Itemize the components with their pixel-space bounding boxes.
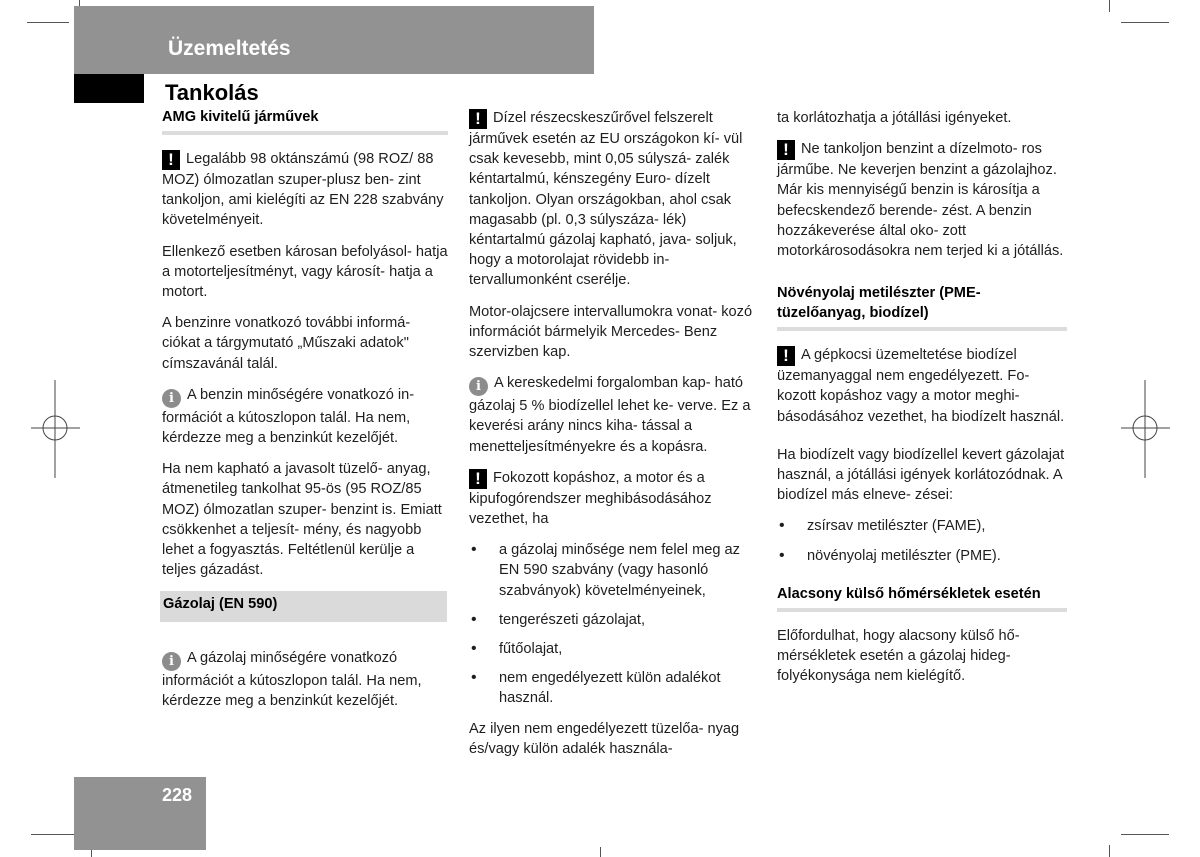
section-title: Üzemeltetés	[168, 37, 291, 60]
list-item: • zsírsav metilészter (FAME),	[777, 516, 1067, 536]
crop-mark	[27, 22, 69, 23]
section-header-bar	[74, 6, 594, 74]
warning-text: A gépkocsi üzemeltetése biodízel üzemanyaggal nem engedélyezett. Fo- kozott kopáshoz vagy a motor meghi- básodásához vezethet, ha biodízelt használ.	[777, 347, 1065, 425]
page-title: Tankolás	[165, 80, 259, 105]
bullet-list	[777, 516, 1067, 565]
page-number-box	[74, 777, 206, 850]
crop-mark	[1121, 834, 1169, 835]
info-icon: i	[469, 377, 488, 396]
info-paragraph	[162, 648, 448, 711]
column-1	[162, 107, 448, 722]
registration-mark-icon	[30, 380, 82, 480]
warning-icon: !	[777, 140, 795, 160]
subheading-biodiesel: Növényolaj metilészter (PME-tüzelőanyag, biodízel)	[777, 283, 1067, 331]
info-text: A gázolaj minőségére vonatkozó információt a kútoszlopon talál. Ha nem, kérdezze meg a benzinkút kezelőjét.	[162, 649, 422, 709]
warning-text: Ne tankoljon benzint a dízelmoto- ros járműbe. Ne keverjen benzint a gázolajhoz. Már kis mennyiségű benzin is károsítja a befecskendező berende- zést. A benzin hozzákeverése által oko- zott motorkárosodásokra nem terjed ki a jótállás.	[777, 141, 1064, 260]
info-text: A kereskedelmi forgalomban kap- ható gázolaj 5 % biodízellel lehet ke- verve. Ez a keverési arány nincs kiha- tással a menetteljesítményekre és a kopásra.	[469, 375, 751, 455]
list-item: • növényolaj metilészter (PME).	[777, 546, 1067, 566]
warning-paragraph	[777, 345, 1067, 427]
warning-icon: !	[777, 346, 795, 366]
warning-text: Fokozott kopáshoz, a motor és a kipufogórendszer meghibásodásához vezethet, ha	[469, 469, 712, 528]
registration-mark-icon	[1120, 380, 1172, 480]
warning-icon: !	[162, 150, 180, 170]
warning-paragraph	[162, 149, 448, 231]
paragraph: Ha nem kapható a javasolt tüzelő- anyag, átmenetileg tankolhat 95-ös (95 ROZ/85 MOZ) ólmozatlan szuper- benzint is. Emiatt csökkenhet a teljesít- mény, és nagyobb lehet a fogyasztás. Feltétlenül kerülje a teljes gázadást.	[162, 461, 442, 579]
info-icon: i	[162, 389, 181, 408]
subheading-amg: AMG kivitelű járművek	[162, 107, 448, 135]
warning-paragraph	[777, 139, 1067, 261]
info-text: A benzin minőségére vonatkozó in- formációt a kútoszlopon talál. Ha nem, kérdezze meg a benzinkút kezelőjét.	[162, 386, 415, 447]
warning-text: Dízel részecskeszűrővel felszerelt járművek esetén az EU országokon kí- vül csak kevesebb, mint 0,05 súlyszá- zalék kéntartalmú, kénszegény Euro- dízelt tankoljon. Olyan országokban, ahol csak magasabb (pl. 0,3 súlyszáza- lék) kéntartalmú gázolaj kapható, java- soljuk, hogy a motorolajat rövidebb in- tervallumonként cserélje.	[469, 110, 743, 289]
crop-mark	[31, 834, 79, 835]
crop-mark	[600, 847, 601, 857]
list-item: • a gázolaj minősége nem felel meg az EN 590 szabvány (vagy hasonló szabványok) követelményeinek,	[469, 540, 759, 601]
list-item: • fűtőolajat,	[469, 639, 759, 659]
column-3	[777, 108, 1067, 697]
warning-paragraph	[469, 468, 759, 529]
info-paragraph	[162, 385, 448, 448]
warning-icon: !	[469, 109, 487, 129]
info-paragraph	[469, 373, 759, 457]
section-tab-marker	[74, 74, 144, 103]
warning-icon: !	[469, 469, 487, 489]
subheading-diesel: Gázolaj (EN 590)	[160, 591, 447, 621]
bullet-list	[469, 540, 759, 708]
info-icon: i	[162, 652, 181, 671]
paragraph: Ha biodízelt vagy biodízellel kevert gázolajat használ, a jótállási igények korlátozódnak. A biodízel más elneve- zései:	[777, 446, 1065, 504]
warning-paragraph	[469, 108, 759, 291]
subheading-low-temperature: Alacsony külső hőmérsékletek esetén	[777, 584, 1067, 612]
paragraph: ta korlátozhatja a jótállási igényeket.	[777, 110, 1012, 126]
paragraph: Ellenkező esetben károsan befolyásol- hatja a motorteljesítményt, vagy károsít- hatja a motort.	[162, 243, 448, 301]
list-item: • tengerészeti gázolajat,	[469, 610, 759, 630]
column-2	[469, 108, 759, 770]
crop-mark	[1121, 22, 1169, 23]
paragraph: Az ilyen nem engedélyezett tüzelőa- nyag és/vagy külön adalék használa-	[469, 720, 740, 757]
crop-mark	[1109, 0, 1110, 12]
crop-mark	[1109, 845, 1110, 857]
paragraph: Motor-olajcsere intervallumokra vonat- kozó információt bármelyik Mercedes- Benz szervizben kap.	[469, 303, 753, 361]
paragraph: Előfordulhat, hogy alacsony külső hő- mérsékletek esetén a gázolaj hideg- folyékonysága nem kielégítő.	[777, 627, 1020, 685]
paragraph: A benzinre vonatkozó további informá- ciókat a tárgymutató „Műszaki adatok" címszavánál talál.	[162, 315, 411, 372]
list-item: • nem engedélyezett külön adalékot használ.	[469, 668, 759, 708]
warning-text: Legalább 98 oktánszámú (98 ROZ/ 88 MOZ) ólmozatlan szuper-plusz ben- zint tankoljon, ami kielégíti az EN 228 szabvány követelményeit.	[162, 151, 444, 229]
page-number: 228	[161, 785, 192, 805]
